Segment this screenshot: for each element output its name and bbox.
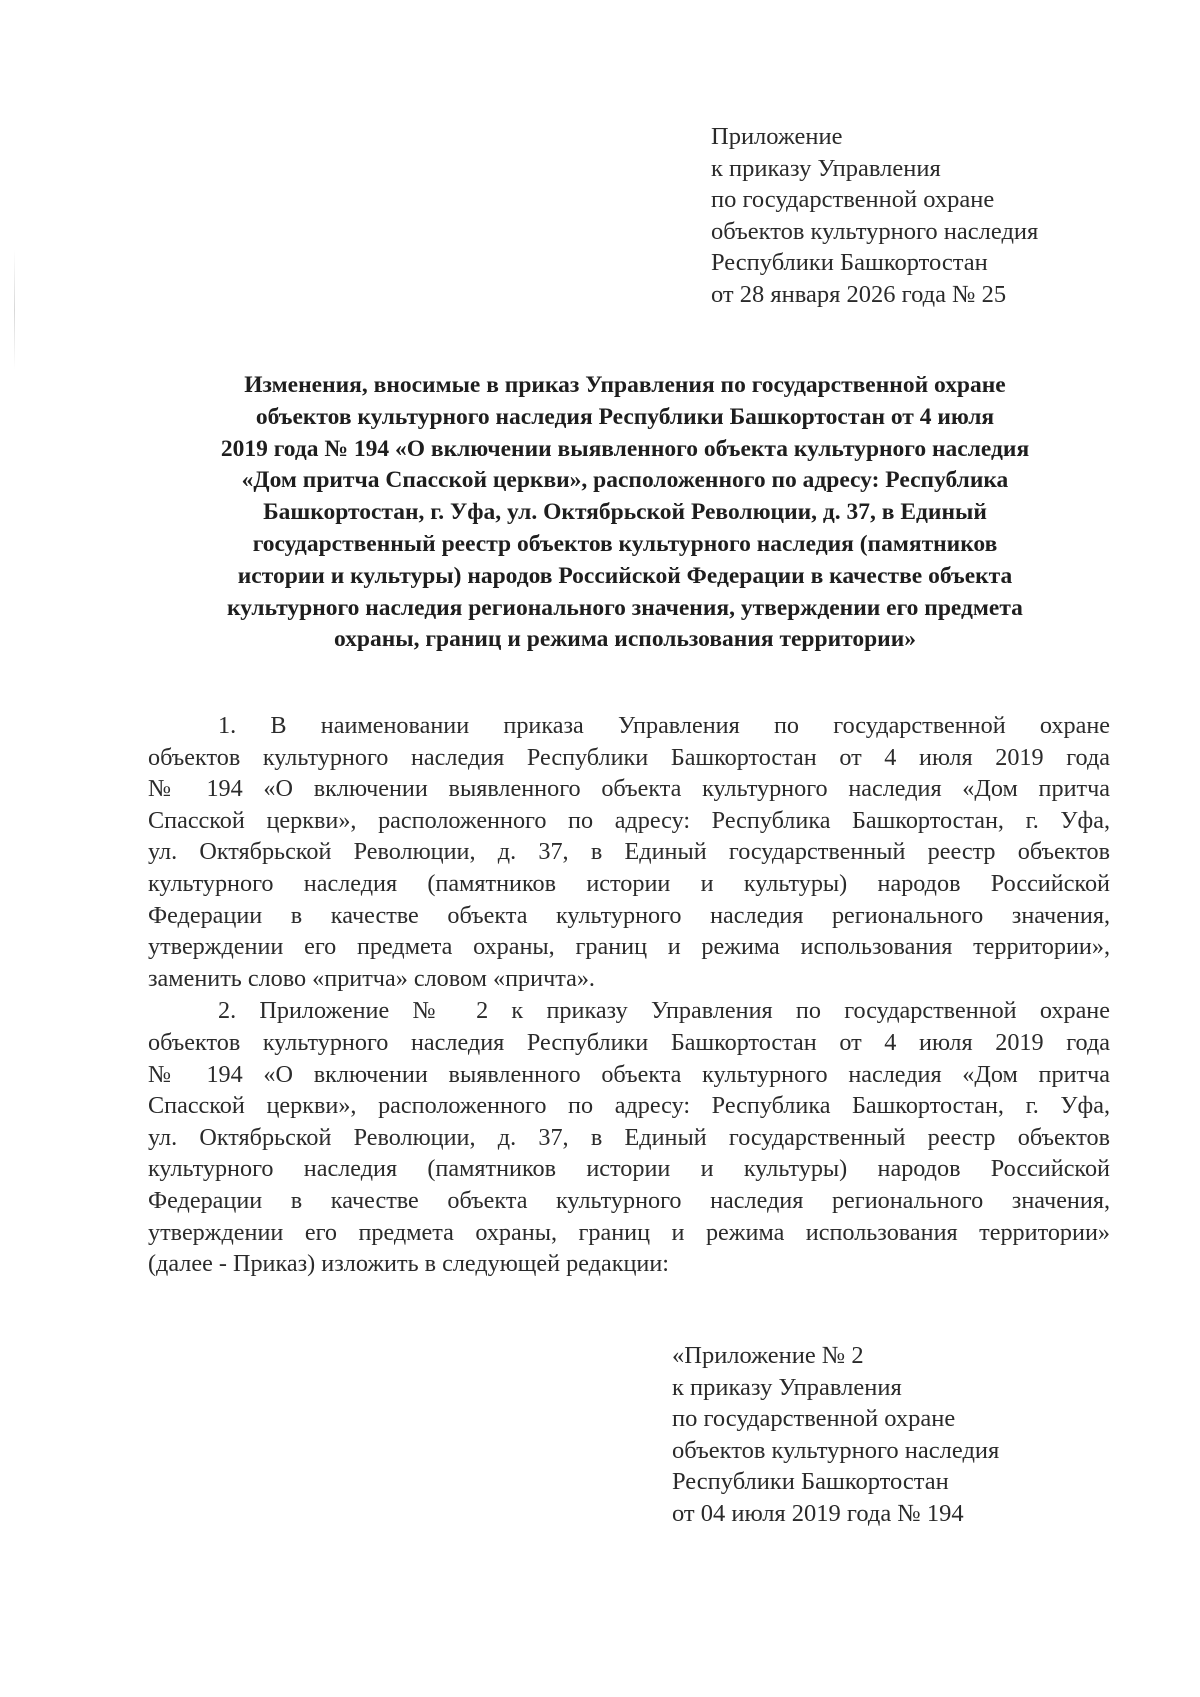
paragraph-1 [148,710,1110,994]
paragraph-line: заменить слово «притча» словом «причта». [148,964,595,992]
title-line: Башкортостан, г. Уфа, ул. Октябрьской Революции, д. 37, в Единый [263,499,987,526]
paragraph-line: Спасской церкви», расположенного по адресу: Республика Башкортостан, г. Уфа, [148,806,1110,834]
paragraph-line: № 194 «О включении выявленного объекта культурного наследия «Дом притча [148,775,1110,803]
paragraph-line: 1. В наименовании приказа Управления по государственной охране [218,712,1110,739]
paragraph-line: объектов культурного наследия Республики Башкортостан от 4 июля 2019 года [148,1028,1110,1056]
appendix-header-top [711,121,1038,310]
paragraph-line: Федерации в качестве объекта культурного наследия регионального значения, [148,901,1110,929]
title-line: объектов культурного наследия Республики Башкортостан от 4 июля [255,403,995,430]
title-line: государственный реестр объектов культурного наследия (памятников [252,530,998,557]
title-line: истории и культуры) народов Российской Федерации в качестве объекта [237,562,1013,589]
scan-edge-mark [14,250,15,370]
paragraph-line: Спасской церкви», расположенного по адресу: Республика Башкортостан, г. Уфа, [148,1092,1110,1120]
appendix-bottom-line: от 04 июля 2019 года № 194 [672,1499,964,1527]
appendix-top-line: объектов культурного наследия [711,217,1039,245]
appendix-header-bottom [672,1340,999,1529]
appendix-top-line: по государственной охране [711,186,995,213]
title-line: «Дом притча Спасской церкви», расположенного по адресу: Республика [241,467,1009,494]
appendix-bottom-line: объектов культурного наследия [672,1436,1000,1464]
appendix-bottom-line: по государственной охране [672,1405,956,1432]
appendix-bottom-line: Республики Башкортостан [672,1468,949,1495]
paragraph-line: культурного наследия (памятников истории и культуры) народов Российской [148,1155,1110,1183]
appendix-bottom-line: «Приложение № 2 [672,1342,864,1369]
paragraph-line: культурного наследия (памятников истории и культуры) народов Российской [148,869,1110,897]
appendix-top-line: к приказу Управления [711,154,941,182]
paragraph-line: 2. Приложение № 2 к приказу Управления по государственной охране [218,997,1110,1025]
appendix-top-line: от 28 января 2026 года № 25 [711,280,1007,308]
title-line: 2019 года № 194 «О включении выявленного объекта культурного наследия [220,435,1030,462]
paragraph-line: (далее - Приказ) изложить в следующей редакции: [148,1250,670,1278]
paragraph-line: № 194 «О включении выявленного объекта культурного наследия «Дом притча [148,1060,1110,1088]
paragraph-line: объектов культурного наследия Республики Башкортостан от 4 июля 2019 года [148,743,1110,771]
paragraph-line: ул. Октябрьской Революции, д. 37, в Единый государственный реестр объектов [148,1123,1110,1151]
paragraph-line: ул. Октябрьской Революции, д. 37, в Единый государственный реестр объектов [148,838,1110,866]
document-title [140,370,1110,656]
appendix-top-line: Республики Башкортостан [711,249,988,276]
document-body [148,710,1110,1281]
appendix-top-line: Приложение [711,123,843,150]
title-line: Изменения, вносимые в приказ Управления по государственной охране [244,372,1006,398]
paragraph-2 [148,995,1110,1279]
title-line: охраны, границ и режима использования территории» [333,626,916,653]
title-line: культурного наследия регионального значения, утверждении его предмета [227,594,1023,621]
paragraph-line: Федерации в качестве объекта культурного наследия регионального значения, [148,1186,1110,1214]
paragraph-line: утверждении его предмета охраны, границ и режима использования территории», [148,933,1110,961]
paragraph-line: утверждении его предмета охраны, границ и режима использования территории» [148,1218,1110,1246]
appendix-bottom-line: к приказу Управления [672,1373,902,1401]
